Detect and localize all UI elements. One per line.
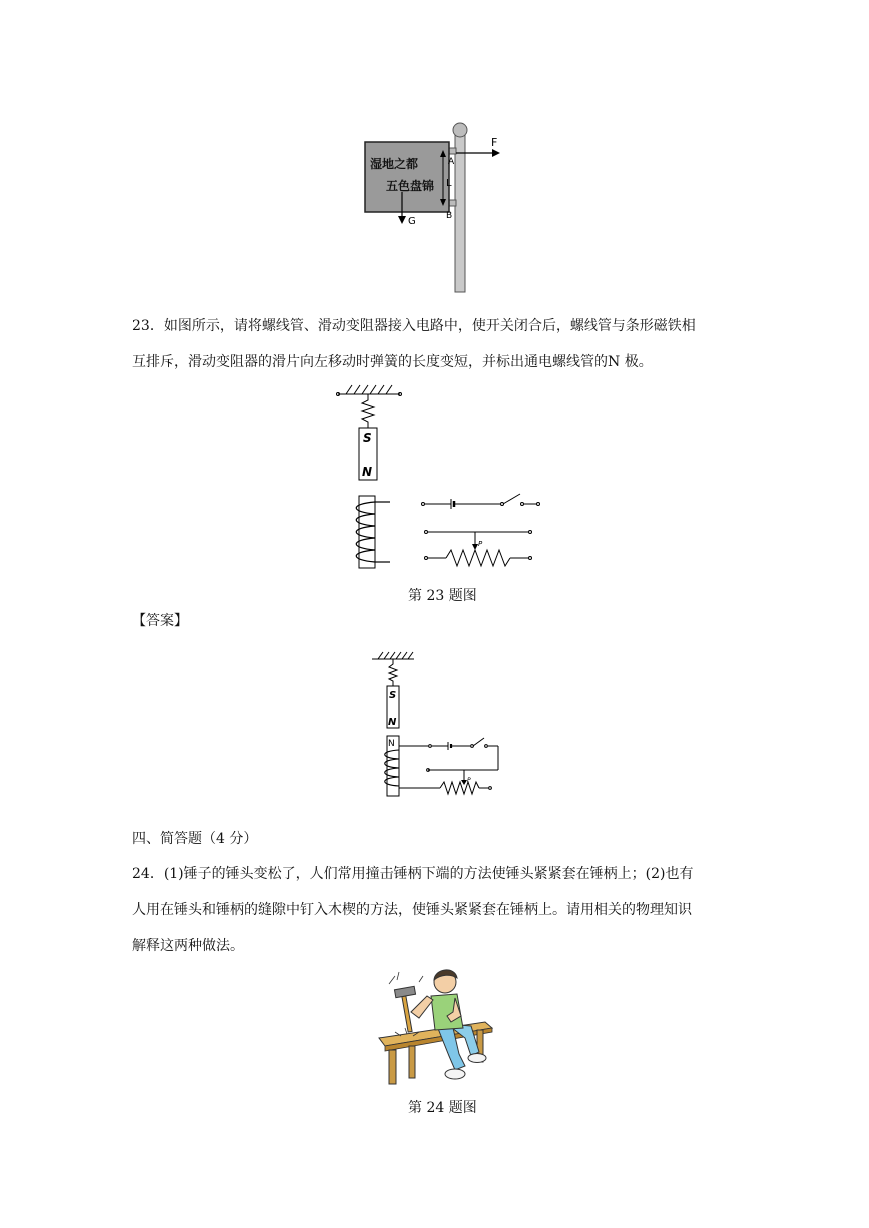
sign-text-1: 湿地之都 (370, 157, 419, 171)
magnet-n-label: N (362, 465, 373, 479)
magnet-s-label: S (363, 431, 372, 445)
q24-line-1: 24．(1)锤子的锤头变松了，人们常用撞击锤柄下端的方法使锤头紧紧套在锤柄上；(2)也有 (132, 866, 694, 882)
hammer-handle (402, 996, 412, 1032)
q24-figure-caption: 第 24 题图 (408, 1100, 477, 1116)
answer-heading: 【答案】 (132, 613, 188, 629)
sign-text-2: 五色盘锦 (386, 179, 435, 193)
answer-wiring (399, 738, 498, 794)
solenoid-core (359, 496, 375, 568)
q23-line-1: 23．如图所示，请将螺线管、滑动变阻器接入电路中，使开关闭合后，螺线管与条形磁铁相 (132, 318, 696, 334)
sign-board (365, 142, 449, 212)
answer-magnet-s: S (389, 690, 397, 701)
answer-magnet-n: N (388, 717, 397, 728)
motion-lines (389, 972, 423, 984)
slider-p-label: P (478, 540, 483, 548)
force-f-arrow (492, 149, 500, 157)
hammer-head (394, 986, 415, 997)
label-g: G (408, 216, 416, 227)
pole-sign-figure (360, 120, 510, 295)
battery-switch-branch (422, 494, 540, 509)
q23-figure-caption: 第 23 题图 (408, 588, 477, 604)
hammer-bench-figure (375, 966, 500, 1092)
pole-top-ball (453, 123, 467, 137)
q23-circuit-figure (330, 380, 560, 575)
bench-leg-left (389, 1050, 396, 1084)
label-l: L (446, 178, 452, 189)
answer-circuit-figure (366, 648, 506, 800)
q24-line-3: 解释这两种做法。 (132, 938, 244, 954)
answer-coil-n-label: N (388, 739, 395, 749)
label-f: F (491, 136, 498, 149)
rheostat (425, 550, 532, 566)
answer-ceiling-hatch (378, 652, 413, 659)
q23-line-2: 互排斥，滑动变阻器的滑片向左移动时弹簧的长度变短，并标出通电螺线管的N 极。 (132, 354, 653, 370)
answer-spring (389, 659, 397, 686)
spring (362, 394, 374, 428)
label-b: B (446, 211, 453, 221)
ceiling-hatch (346, 385, 392, 394)
person-shoe (445, 1069, 465, 1079)
person-arm (411, 996, 433, 1018)
label-a: A (448, 157, 455, 167)
bench-leg-mid (409, 1046, 415, 1078)
answer-slider-p: P (467, 777, 471, 784)
q24-line-2: 人用在锤头和锤柄的缝隙中钉入木楔的方法，使锤头紧紧套在锤柄上。请用相关的物理知识 (132, 902, 692, 918)
section-4-heading: 四、简答题（4 分） (132, 831, 258, 847)
gravity-g-arrow (398, 216, 406, 224)
